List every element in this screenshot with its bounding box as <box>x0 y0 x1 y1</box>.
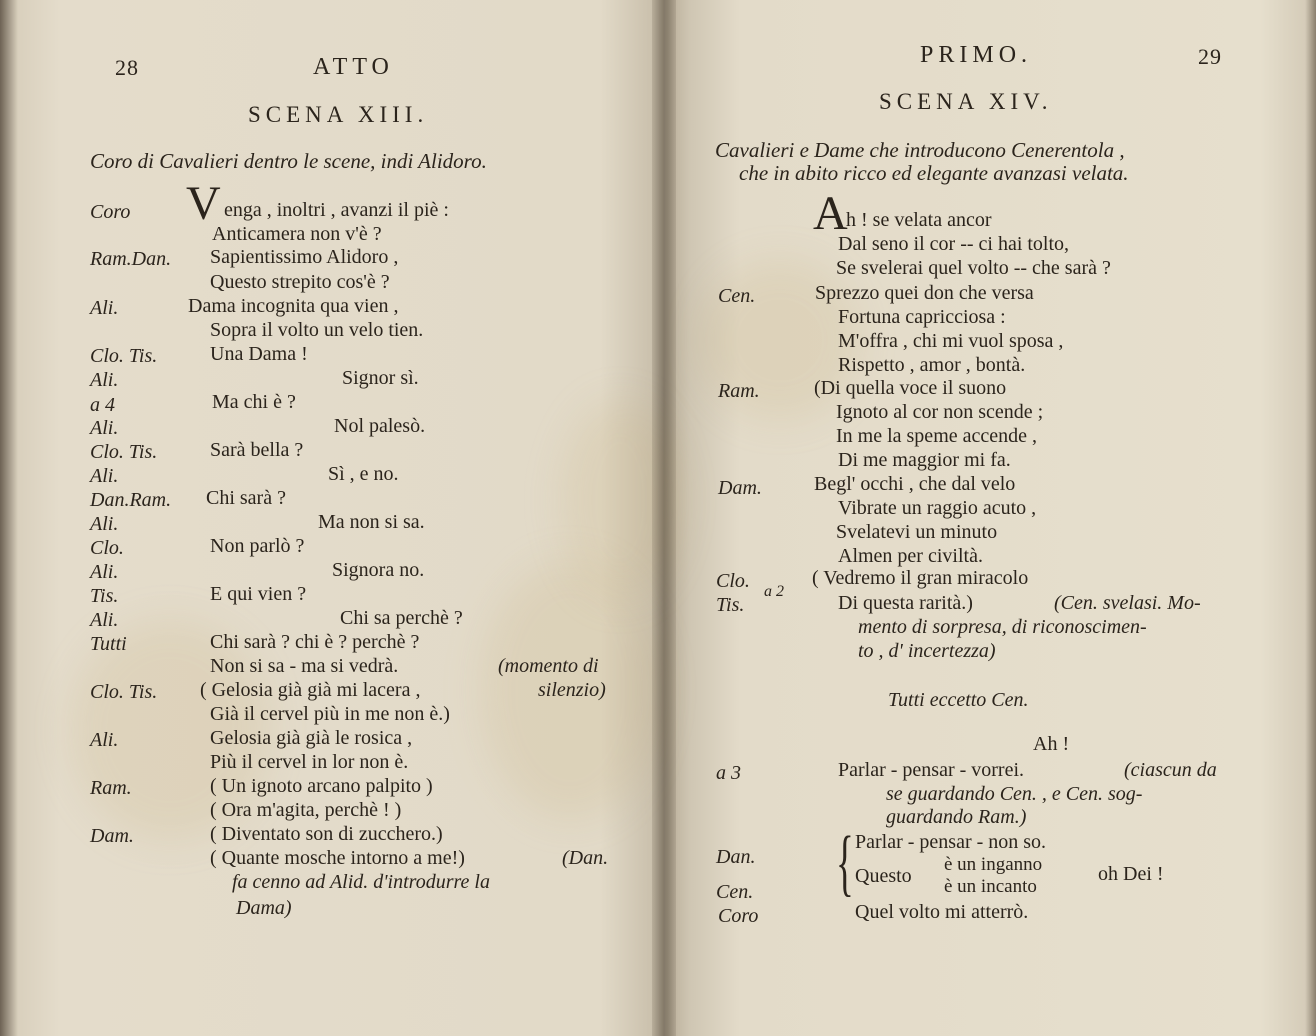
speaker: a 4 <box>90 394 115 416</box>
verse-line: ( Quante mosche intorno a me!) <box>210 847 465 869</box>
verse-line: Di questa rarità.) <box>838 592 973 614</box>
running-head: PRIMO. <box>920 42 1033 68</box>
stage-direction: (Dan. <box>562 847 609 869</box>
verse-line: enga , inoltri , avanzi il piè : <box>224 199 449 221</box>
stage-direction: (momento di <box>498 655 599 677</box>
stage-direction: se guardando Cen. , e Cen. sog- <box>886 783 1143 805</box>
verse-line: Già il cervel più in me non è.) <box>210 703 450 725</box>
verse-line: Questo strepito cos'è ? <box>210 271 390 293</box>
verse-line: Ah ! <box>1033 733 1070 755</box>
verse-line: Sprezzo quei don che versa <box>815 282 1034 304</box>
stage-direction: (Cen. svelasi. Mo- <box>1054 592 1201 614</box>
verse-line: Non si sa - ma si vedrà. <box>210 655 399 677</box>
speaker: Tutti <box>90 633 127 655</box>
stage-direction: (ciascun da <box>1124 759 1217 781</box>
verse-line: Se svelerai quel volto -- che sarà ? <box>836 257 1111 279</box>
speaker: Clo. <box>716 570 750 592</box>
speaker: Ali. <box>90 417 119 439</box>
verse-line: Rispetto , amor , bontà. <box>838 354 1026 376</box>
speaker: Ali. <box>90 729 119 751</box>
stage-direction: Tutti eccetto Cen. <box>888 689 1029 711</box>
verse-line: Svelatevi un minuto <box>836 521 998 543</box>
speaker: Ram. <box>90 777 132 799</box>
verse-line: Chi sarà ? <box>206 487 286 509</box>
speaker: Ram. <box>718 380 760 402</box>
verse-line: è un incanto <box>944 876 1037 897</box>
speaker: Ali. <box>90 369 119 391</box>
verse-line: Chi sa perchè ? <box>340 607 463 629</box>
speaker: Clo. Tis. <box>90 681 158 703</box>
speaker: Ali. <box>90 513 119 535</box>
verse-line: Vibrate un raggio acuto , <box>838 497 1037 519</box>
verse-line: ( Vedremo il gran miracolo <box>812 567 1029 589</box>
stage-heading: Coro di Cavalieri dentro le scene, indi Alidoro. <box>90 149 487 173</box>
verse-line: Parlar - pensar - vorrei. <box>838 759 1025 781</box>
stage-direction: to , d' incertezza) <box>858 640 996 662</box>
curly-brace: { <box>836 822 854 904</box>
speaker: Tis. <box>90 585 119 607</box>
verse-line: ( Gelosia già già mi lacera , <box>200 679 421 701</box>
speaker: Coro <box>90 201 131 223</box>
verse-line: In me la speme accende , <box>836 425 1038 447</box>
verse-line: Sopra il volto un velo tien. <box>210 319 424 341</box>
speaker: Dam. <box>90 825 134 847</box>
speaker-group: a 2 <box>764 583 784 600</box>
scene-title: SCENA XIII. <box>248 102 429 127</box>
verse-line: ( Un ignoto arcano palpito ) <box>210 775 433 797</box>
scene-title: SCENA XIV. <box>879 89 1053 114</box>
verse-line: ( Ora m'agita, perchè ! ) <box>210 799 402 821</box>
page-number: 29 <box>1198 44 1222 69</box>
stage-direction: guardando Ram.) <box>886 806 1027 828</box>
speaker: Dan.Ram. <box>90 489 172 511</box>
verse-line: Fortuna capricciosa : <box>838 306 1006 328</box>
speaker: Dan. <box>716 846 756 868</box>
verse-line: Ma non si sa. <box>318 511 425 533</box>
stage-heading-line: Cavalieri e Dame che introducono Cenerentola , <box>715 138 1125 162</box>
verse-line: Chi sarà ? chi è ? perchè ? <box>210 631 420 653</box>
stage-heading-line: che in abito ricco ed elegante avanzasi velata. <box>739 161 1129 185</box>
verse-line: Questo <box>855 865 912 887</box>
verse-line: oh Dei ! <box>1098 863 1164 885</box>
verse-line: Anticamera non v'è ? <box>212 223 382 245</box>
verse-line: Una Dama ! <box>210 343 308 365</box>
verse-line: Begl' occhi , che dal velo <box>814 473 1016 495</box>
speaker: Cen. <box>716 881 754 903</box>
speaker: Clo. Tis. <box>90 345 158 367</box>
drop-cap: A <box>813 187 848 240</box>
verse-line: Quel volto mi atterrò. <box>855 901 1029 923</box>
verse-line: Nol palesò. <box>334 415 426 437</box>
speaker-group: a 3 <box>716 762 741 784</box>
verse-line: E qui vien ? <box>210 583 307 605</box>
verse-line: M'offra , chi mi vuol sposa , <box>838 330 1064 352</box>
speaker: Ali. <box>90 297 119 319</box>
verse-line: (Di quella voce il suono <box>814 377 1007 399</box>
verse-line: è un inganno <box>944 854 1043 875</box>
verse-line: ( Diventato son di zucchero.) <box>210 823 443 845</box>
verse-line: Non parlò ? <box>210 535 305 557</box>
verse-line: Signora no. <box>332 559 425 581</box>
stage-direction: Dama) <box>236 897 292 919</box>
speaker: Dam. <box>718 477 762 499</box>
verse-line: Signor sì. <box>342 367 419 389</box>
verse-line: Più il cervel in lor non è. <box>210 751 409 773</box>
verse-line: Ma chi è ? <box>212 391 296 413</box>
drop-cap: V <box>186 177 221 230</box>
speaker: Coro <box>718 905 759 927</box>
verse-line: Dal seno il cor -- ci hai tolto, <box>838 233 1070 255</box>
speaker: Ram.Dan. <box>90 248 172 270</box>
speaker: Tis. <box>716 594 745 616</box>
stage-direction: mento di sorpresa, di riconoscimen- <box>858 616 1147 638</box>
stage-direction: silenzio) <box>538 679 606 701</box>
speaker: Ali. <box>90 561 119 583</box>
running-head: ATTO <box>313 54 394 80</box>
speaker: Ali. <box>90 465 119 487</box>
verse-line: Dama incognita qua vien , <box>188 295 399 317</box>
verse-line: Di me maggior mi fa. <box>838 449 1011 471</box>
stage-direction: fa cenno ad Alid. d'introdurre la <box>232 871 490 893</box>
verse-line: Parlar - pensar - non so. <box>855 831 1047 853</box>
speaker: Clo. <box>90 537 124 559</box>
verse-line: Ignoto al cor non scende ; <box>836 401 1044 423</box>
verse-line: Sì , e no. <box>328 463 399 485</box>
verse-line: Almen per civiltà. <box>838 545 983 567</box>
right-page <box>668 0 1316 1036</box>
verse-line: Sapientissimo Alidoro , <box>210 246 399 268</box>
verse-line: Gelosia già già le rosica , <box>210 727 413 749</box>
verse-line: h ! se velata ancor <box>846 209 992 231</box>
verse-line: Sarà bella ? <box>210 439 304 461</box>
speaker: Clo. Tis. <box>90 441 158 463</box>
speaker: Cen. <box>718 285 756 307</box>
page-number: 28 <box>115 55 139 80</box>
speaker: Ali. <box>90 609 119 631</box>
